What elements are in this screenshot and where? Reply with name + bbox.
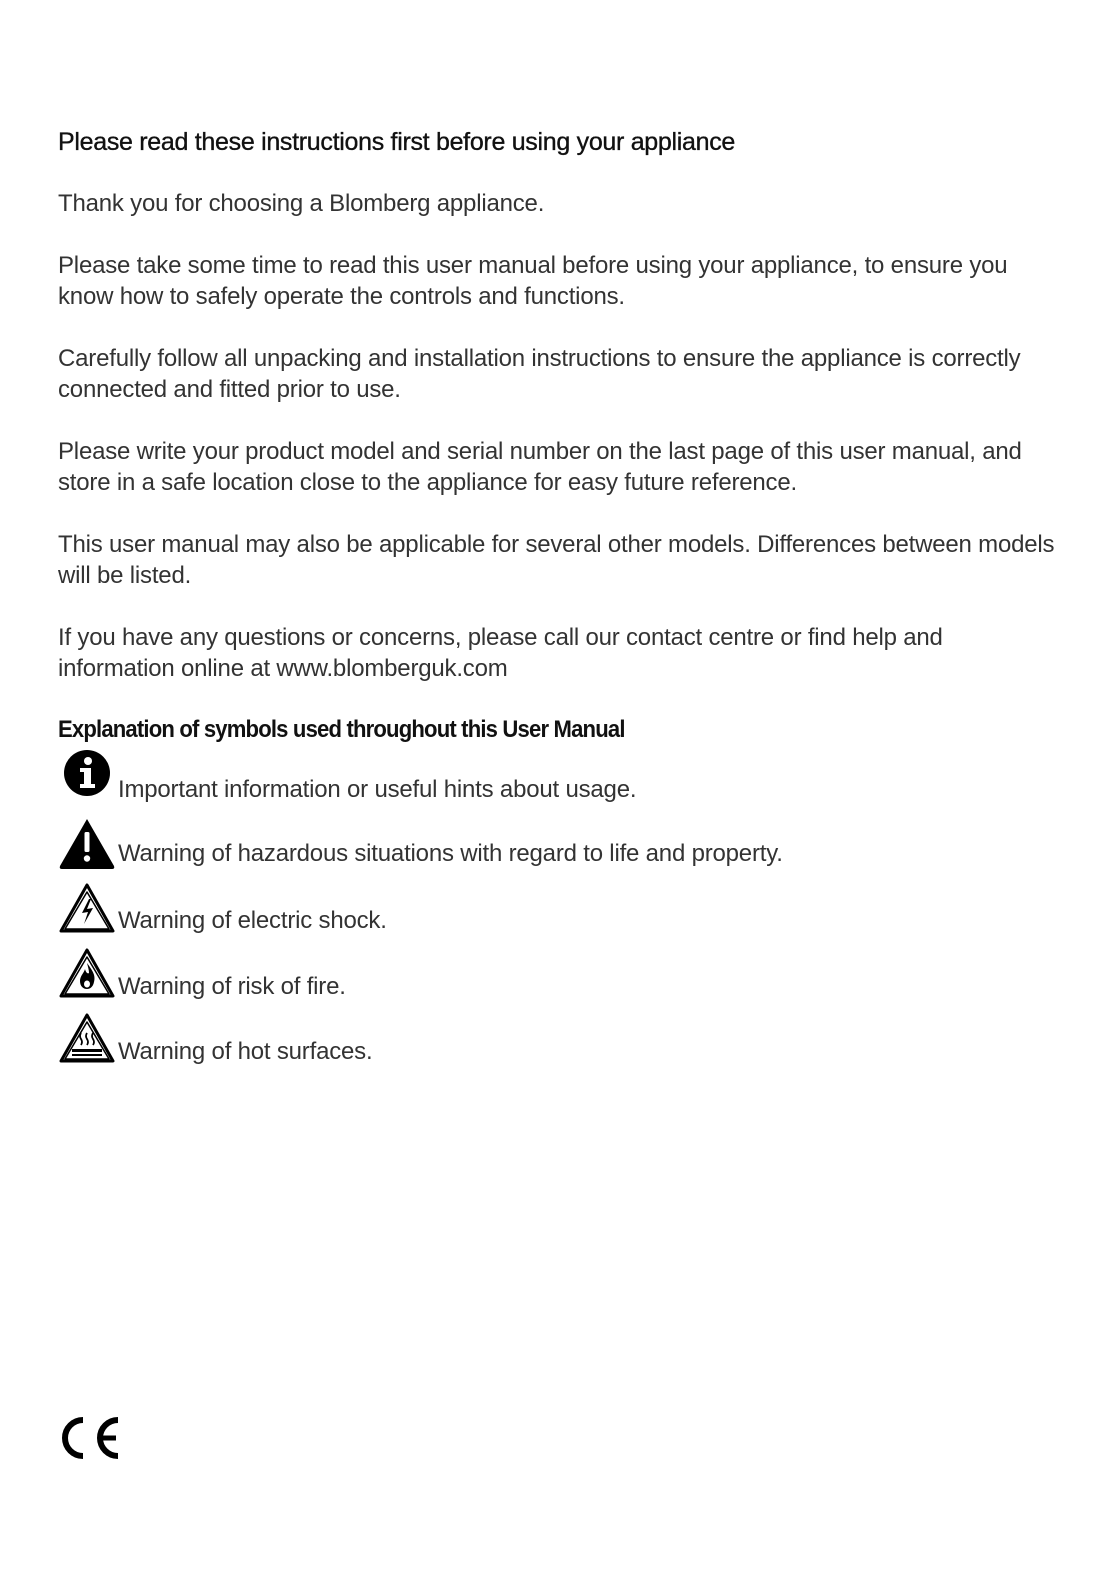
symbol-text-hot-surface: Warning of hot surfaces. — [118, 1038, 373, 1065]
paragraph-thank-you: Thank you for choosing a Blomberg appliance. — [58, 190, 545, 217]
info-icon — [58, 749, 116, 805]
symbol-text-info: Important information or useful hints about usage. — [118, 776, 637, 803]
symbol-row-hot-surface — [58, 1011, 1058, 1076]
warning-icon — [58, 816, 116, 872]
paragraph-other-models: This user manual may also be applicable for several other models. Differences between models will be listed. — [58, 531, 1055, 589]
page-title: Please read these instructions first before using your appliance — [58, 128, 736, 156]
symbol-text-warning: Warning of hazardous situations with regard to life and property. — [118, 840, 783, 867]
symbol-row-info — [58, 751, 1058, 816]
paragraph-contact: If you have any questions or concerns, please call our contact centre or find help and information online at www.blomberguk.com — [58, 624, 943, 682]
symbols-heading: Explanation of symbols used throughout this User Manual — [58, 716, 625, 743]
manual-page — [58, 126, 1058, 1076]
fire-icon — [58, 946, 116, 1002]
symbol-row-warning — [58, 816, 1058, 881]
electric-shock-icon — [58, 881, 116, 937]
symbol-row-electric — [58, 881, 1058, 946]
paragraph-serial-number: Please write your product model and serial number on the last page of this user manual, and store in a safe location close to the appliance for easy future reference. — [58, 438, 1022, 496]
paragraph-installation: Carefully follow all unpacking and installation instructions to ensure the appliance is correctly connected and fitted prior to use. — [58, 345, 1021, 403]
symbol-text-fire: Warning of risk of fire. — [118, 973, 346, 1000]
paragraph-read-manual: Please take some time to read this user manual before using your appliance, to ensure you know how to safely operate the controls and functions. — [58, 252, 1008, 310]
hot-surface-icon — [58, 1011, 116, 1067]
ce-mark-icon — [56, 1413, 124, 1463]
symbol-row-fire — [58, 946, 1058, 1011]
symbol-text-electric: Warning of electric shock. — [118, 907, 387, 934]
